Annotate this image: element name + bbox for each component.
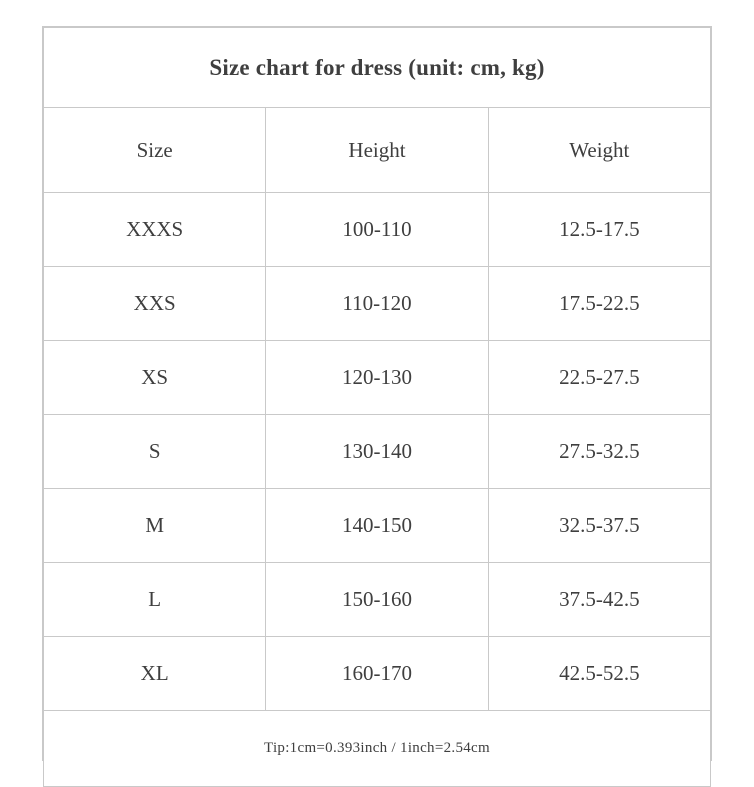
cell-weight: 42.5-52.5: [488, 637, 710, 711]
cell-size: XXXS: [44, 193, 266, 267]
table-title-row: [44, 28, 711, 108]
column-header-height: Height: [266, 108, 488, 193]
page-title: Size chart for dress (unit: cm, kg): [44, 28, 711, 108]
cell-height: 130-140: [266, 415, 488, 489]
cell-height: 150-160: [266, 563, 488, 637]
table-row: [44, 267, 711, 341]
table-note-row: [44, 711, 711, 787]
table-row: [44, 563, 711, 637]
table-row: [44, 341, 711, 415]
size-chart-table: [43, 27, 711, 787]
conversion-note: Tip:1cm=0.393inch / 1inch=2.54cm: [44, 711, 711, 787]
cell-size: L: [44, 563, 266, 637]
cell-height: 110-120: [266, 267, 488, 341]
cell-height: 120-130: [266, 341, 488, 415]
table-row: [44, 637, 711, 711]
cell-size: XL: [44, 637, 266, 711]
table-row: [44, 489, 711, 563]
table-header-row: [44, 108, 711, 193]
cell-weight: 12.5-17.5: [488, 193, 710, 267]
cell-height: 140-150: [266, 489, 488, 563]
table-row: [44, 193, 711, 267]
size-chart-container: [42, 26, 712, 761]
cell-size: XS: [44, 341, 266, 415]
cell-weight: 37.5-42.5: [488, 563, 710, 637]
cell-size: XXS: [44, 267, 266, 341]
cell-height: 100-110: [266, 193, 488, 267]
column-header-size: Size: [44, 108, 266, 193]
cell-weight: 32.5-37.5: [488, 489, 710, 563]
column-header-weight: Weight: [488, 108, 710, 193]
table-row: [44, 415, 711, 489]
cell-height: 160-170: [266, 637, 488, 711]
cell-size: S: [44, 415, 266, 489]
cell-weight: 27.5-32.5: [488, 415, 710, 489]
cell-weight: 22.5-27.5: [488, 341, 710, 415]
cell-size: M: [44, 489, 266, 563]
cell-weight: 17.5-22.5: [488, 267, 710, 341]
